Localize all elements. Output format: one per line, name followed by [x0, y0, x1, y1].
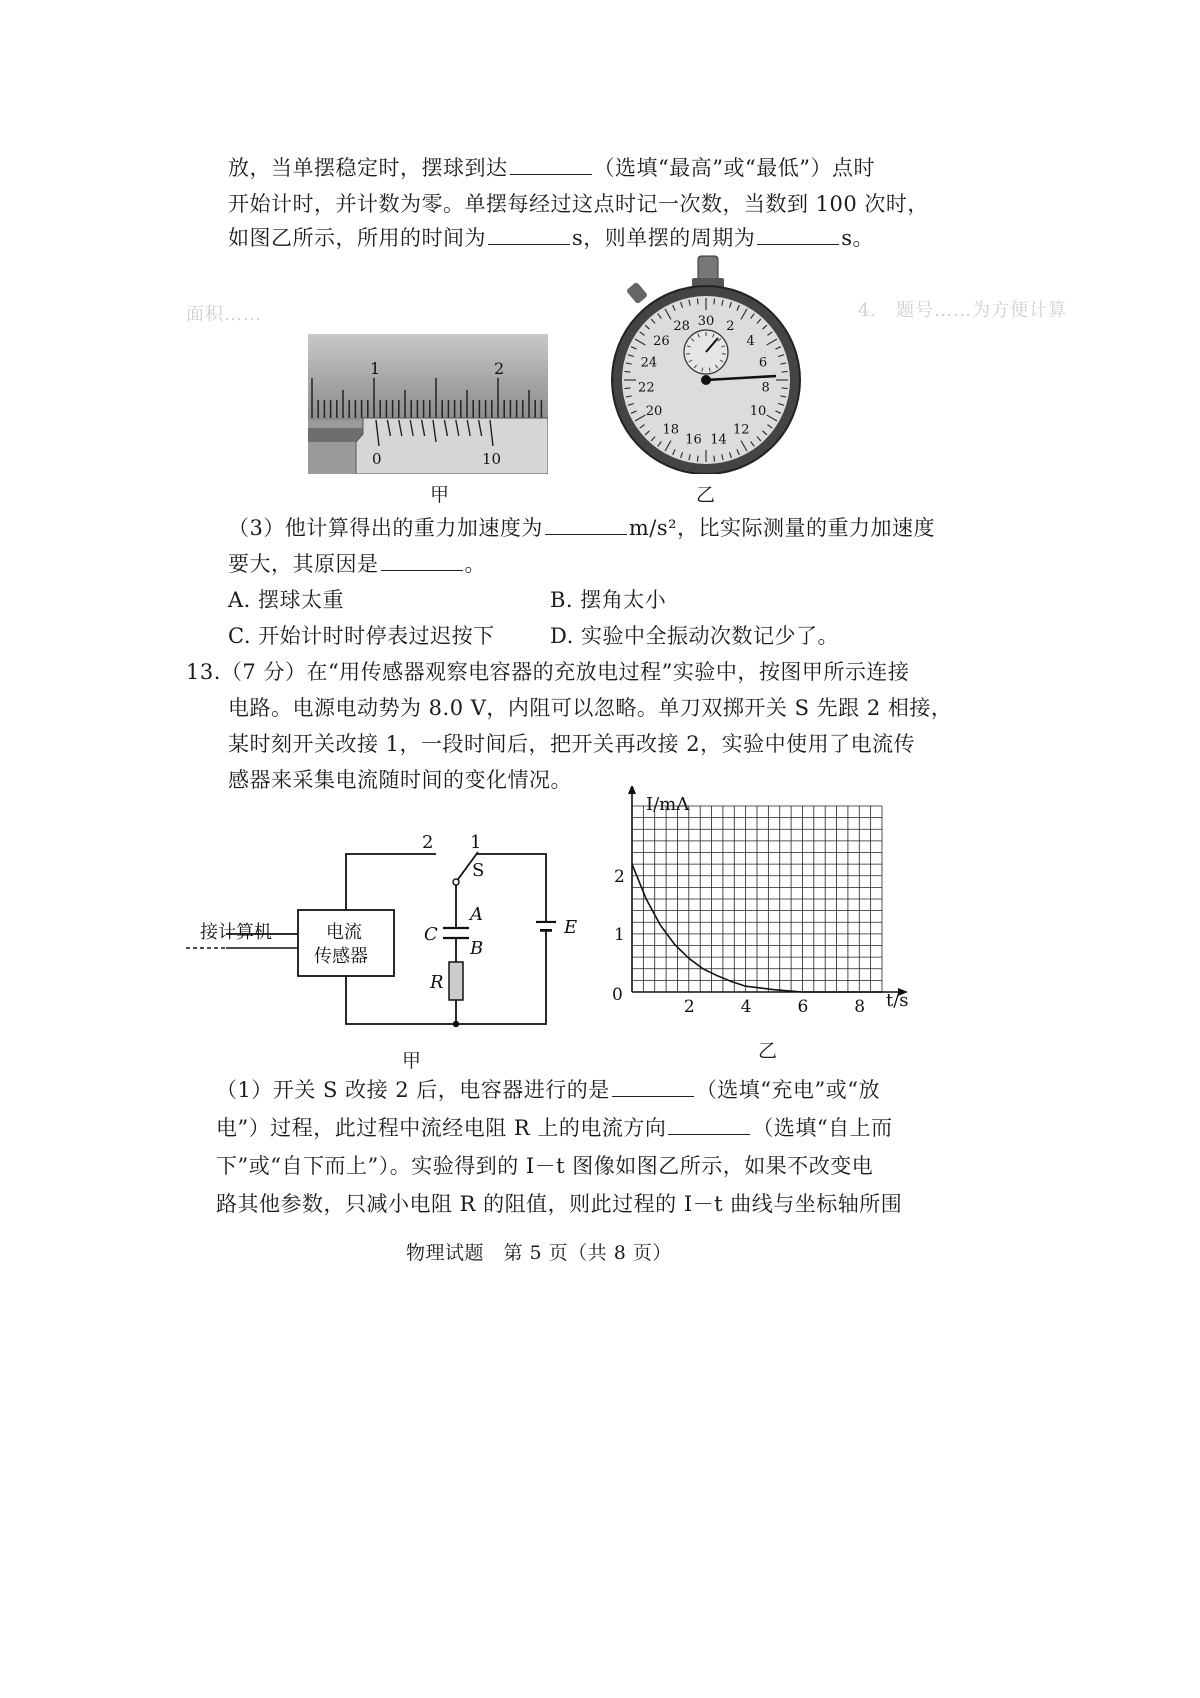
y-tick-label: 1	[614, 924, 625, 945]
q13-part1-line2: 电”）过程，此过程中流经电阻 R 上的电流方向 （选填“自上而	[216, 1116, 893, 1140]
q13-part1-line4: 路其他参数，只减小电阻 R 的阻值，则此过程的 I－t 曲线与坐标轴所围	[216, 1192, 903, 1216]
stopwatch-tick	[782, 388, 788, 389]
q13-part1-line1: （1）开关 S 改接 2 后，电容器进行的是 （选填“充电”或“放	[216, 1078, 881, 1102]
stopwatch-tick	[697, 298, 698, 304]
stopwatch-number: 24	[640, 355, 658, 371]
stopwatch-tick	[714, 456, 715, 462]
stopwatch-number: 8	[761, 380, 770, 396]
stopwatch-figure	[606, 252, 806, 474]
x-tick-label: 2	[683, 997, 695, 1017]
x-tick-label: 6	[797, 997, 809, 1017]
q13-line2: 电路。电源电动势为 8.0 V，内阻可以忽略。单刀双掷开关 S 先跟 2 相接，	[228, 696, 953, 720]
chart-tick-labels	[612, 867, 865, 1017]
chart-y-label: I/mA	[646, 794, 690, 815]
switch-node-2: 2	[422, 832, 434, 853]
q13-line3: 某时刻开关改接 1，一段时间后，把开关再改接 2，实验中使用了电流传	[228, 732, 916, 756]
chart-x-label: t/s	[886, 990, 909, 1011]
stopwatch-tick	[782, 371, 788, 372]
i-t-chart	[604, 786, 916, 1018]
vernier-tick-label: 0	[372, 450, 382, 468]
stopwatch-number: 28	[673, 319, 690, 335]
computer-label: 接计算机	[200, 922, 272, 943]
circuit-caption: 甲	[402, 1050, 422, 1072]
stopwatch-number: 22	[638, 380, 655, 396]
switch-node-1: 1	[470, 832, 482, 853]
x-tick-label: 8	[854, 997, 866, 1017]
answer-blank-direction[interactable]	[668, 1114, 750, 1135]
stopwatch-number: 14	[710, 432, 727, 448]
main-tick-label: 1	[370, 359, 381, 378]
stopwatch-number: 30	[697, 314, 715, 329]
answer-blank-g[interactable]	[545, 514, 627, 535]
figure-caption-a: 甲	[430, 484, 450, 506]
stopwatch-number: 20	[645, 404, 663, 419]
plate-b-label: B	[470, 938, 484, 959]
option-c: C. 开始计时时停表过迟按下	[228, 624, 495, 648]
option-d: D. 实验中全振动次数记少了。	[550, 624, 839, 648]
stopwatch-tick	[697, 456, 698, 462]
stopwatch-tick	[624, 371, 630, 372]
option-a: A. 摆球太重	[228, 588, 345, 612]
q12-line2: 开始计时，并计数为零。单摆每经过这点时记一次数，当数到 100 次时，	[228, 192, 929, 216]
resistor-label: R	[430, 972, 444, 993]
stopwatch-number: 2	[726, 319, 735, 335]
y-axis-arrow	[628, 786, 636, 794]
bleed-text: 4. 题号……为方便计算	[858, 300, 1068, 321]
stopwatch-number: 4	[746, 333, 755, 349]
answer-blank-process[interactable]	[612, 1076, 694, 1097]
q12-line3: 如图乙所示，所用的时间为 s，则单摆的周期为 s。	[228, 226, 875, 250]
sensor-label: 传感器	[314, 946, 368, 967]
main-tick-label: 2	[494, 359, 505, 378]
option-b: B. 摆角太小	[550, 588, 667, 612]
stopwatch-number: 6	[758, 355, 768, 371]
q12-part3-line2: 要大，其原因是 。	[228, 552, 486, 576]
plate-a-label: A	[470, 904, 483, 925]
answer-blank-period[interactable]	[757, 224, 839, 245]
q13-part1-line3: 下”或“自下而上”）。实验得到的 I－t 图像如图乙所示，如果不改变电	[216, 1154, 874, 1178]
x-tick-label: 4	[740, 997, 752, 1017]
stopwatch-number: 10	[749, 404, 767, 419]
q12-line1: 放，当单摆稳定时，摆球到达 （选填“最高”或“最低”）点时	[228, 156, 875, 180]
answer-blank-time[interactable]	[488, 224, 570, 245]
answer-blank-point[interactable]	[510, 154, 592, 175]
page-footer: 物理试题 第 5 页（共 8 页）	[406, 1242, 672, 1264]
q12-part3-line1: （3）他计算得出的重力加速度为 m/s²，比实际测量的重力加速度	[228, 516, 936, 540]
vernier-caliper-figure	[308, 334, 548, 474]
bleed-text: 面积……	[186, 304, 262, 325]
source-label: E	[564, 917, 578, 938]
stopwatch-number: 16	[685, 432, 702, 448]
figure-caption-b: 乙	[696, 484, 716, 506]
y-tick-label: 0	[612, 985, 623, 1005]
q13-line4: 感器来采集电流随时间的变化情况。	[228, 768, 572, 792]
stopwatch-tick	[624, 388, 630, 389]
question-number: 13.	[186, 660, 221, 684]
stopwatch-number: 26	[653, 333, 670, 349]
capacitor-label: C	[424, 924, 438, 945]
circuit-diagram	[186, 830, 596, 1070]
chart-grid	[632, 806, 882, 992]
sensor-label: 电流	[326, 922, 362, 943]
switch-label: S	[472, 860, 485, 881]
chart-caption: 乙	[758, 1040, 778, 1062]
stopwatch-tick	[714, 298, 715, 304]
y-tick-label: 2	[614, 866, 625, 887]
stopwatch-number: 12	[732, 422, 750, 438]
vernier-tick-label: 10	[482, 450, 502, 468]
stopwatch-number: 18	[662, 422, 680, 438]
answer-blank-reason[interactable]	[381, 550, 463, 571]
q13-line1: 13.（7 分）在“用传感器观察电容器的充放电过程”实验中，按图甲所示连接	[186, 660, 910, 684]
